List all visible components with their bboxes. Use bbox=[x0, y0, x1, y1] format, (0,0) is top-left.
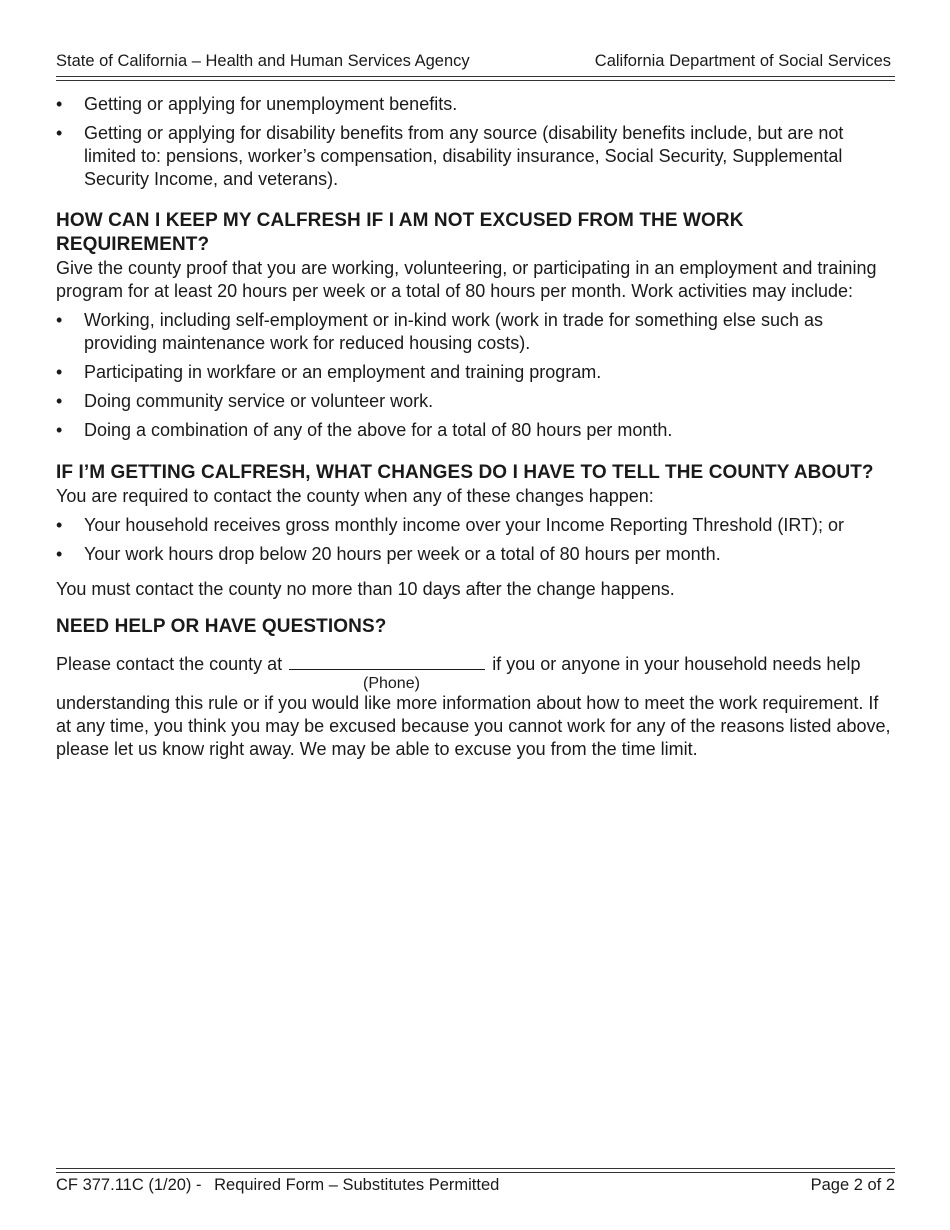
list-item bbox=[56, 419, 896, 442]
list-item-text: Participating in workfare or an employment and training program. bbox=[84, 362, 602, 382]
help-text-after: if you or anyone in your household needs help bbox=[492, 654, 861, 674]
list-item bbox=[56, 122, 896, 191]
page-header bbox=[56, 51, 891, 71]
list-item bbox=[56, 361, 896, 384]
list-item-text: Getting or applying for disability benefits from any source (disability benefits include, but are not limited to: pensions, worker’s compensation, disability insurance, Social Security, Supplemental Security Income, and veterans). bbox=[84, 123, 844, 189]
list-item bbox=[56, 514, 896, 537]
bullet-icon: • bbox=[56, 420, 63, 440]
bullet-icon: • bbox=[56, 123, 63, 143]
footer-form-note: Required Form – Substitutes Permitted bbox=[214, 1176, 500, 1194]
list-item-text: Doing community service or volunteer work. bbox=[84, 391, 434, 411]
header-department: California Department of Social Services bbox=[594, 52, 891, 70]
changes-closing-paragraph: You must contact the county no more than 10 days after the change happens. bbox=[56, 579, 675, 599]
list-item-text: Getting or applying for unemployment benefits. bbox=[84, 94, 458, 114]
section-heading-changes: IF I’M GETTING CALFRESH, WHAT CHANGES DO I HAVE TO TELL THE COUNTY ABOUT? bbox=[56, 462, 874, 483]
intro-bullet-list bbox=[56, 93, 896, 191]
help-text-before: Please contact the county at bbox=[56, 654, 283, 674]
bullet-icon: • bbox=[56, 310, 63, 330]
section-paragraph-work: Give the county proof that you are working, volunteering, or participating in an employment and training program for at least 20 hours per week or a total of 80 hours per month. Work activities may include: bbox=[56, 258, 877, 301]
bullet-icon: • bbox=[56, 362, 63, 382]
footer-rule bbox=[56, 1168, 895, 1173]
list-item bbox=[56, 309, 896, 355]
document-body bbox=[56, 93, 896, 761]
footer-form-info bbox=[56, 1175, 507, 1195]
header-rule bbox=[56, 76, 895, 81]
bullet-icon: • bbox=[56, 94, 63, 114]
list-item-text: Your household receives gross monthly income over your Income Reporting Threshold (IRT); or bbox=[84, 515, 845, 535]
work-activities-list bbox=[56, 309, 896, 442]
list-item bbox=[56, 93, 896, 116]
list-item bbox=[56, 543, 896, 566]
help-paragraph bbox=[56, 652, 896, 761]
bullet-icon: • bbox=[56, 544, 63, 564]
list-item-text: Your work hours drop below 20 hours per week or a total of 80 hours per month. bbox=[84, 544, 721, 564]
section-paragraph-changes: You are required to contact the county when any of these changes happen: bbox=[56, 486, 654, 506]
footer-page-number: Page 2 of 2 bbox=[810, 1176, 895, 1194]
list-item-text: Working, including self-employment or in-kind work (work in trade for something else such as providing maintenance work for reduced housing costs). bbox=[84, 310, 823, 353]
list-item-text: Doing a combination of any of the above for a total of 80 hours per month. bbox=[84, 420, 673, 440]
list-item bbox=[56, 390, 896, 413]
bullet-icon: • bbox=[56, 515, 63, 535]
footer-form-id: CF 377.11C (1/20) - bbox=[56, 1176, 202, 1194]
help-line-first bbox=[56, 652, 896, 676]
phone-caption: (Phone) bbox=[363, 675, 420, 692]
page-footer bbox=[56, 1175, 895, 1195]
section-heading-work: HOW CAN I KEEP MY CALFRESH IF I AM NOT EXCUSED FROM THE WORK REQUIREMENT? bbox=[56, 210, 744, 255]
changes-list bbox=[56, 514, 896, 566]
phone-blank-field[interactable] bbox=[289, 652, 485, 670]
help-text-rest: understanding this rule or if you would like more information about how to meet the work requirement. If at any time, you think you may be excused because you cannot work for any of the reasons listed above, please let us know right away. We may be able to excuse you from the time limit. bbox=[56, 693, 891, 759]
header-agency: State of California – Health and Human Services Agency bbox=[56, 52, 470, 70]
bullet-icon: • bbox=[56, 391, 63, 411]
section-heading-help: NEED HELP OR HAVE QUESTIONS? bbox=[56, 616, 387, 637]
